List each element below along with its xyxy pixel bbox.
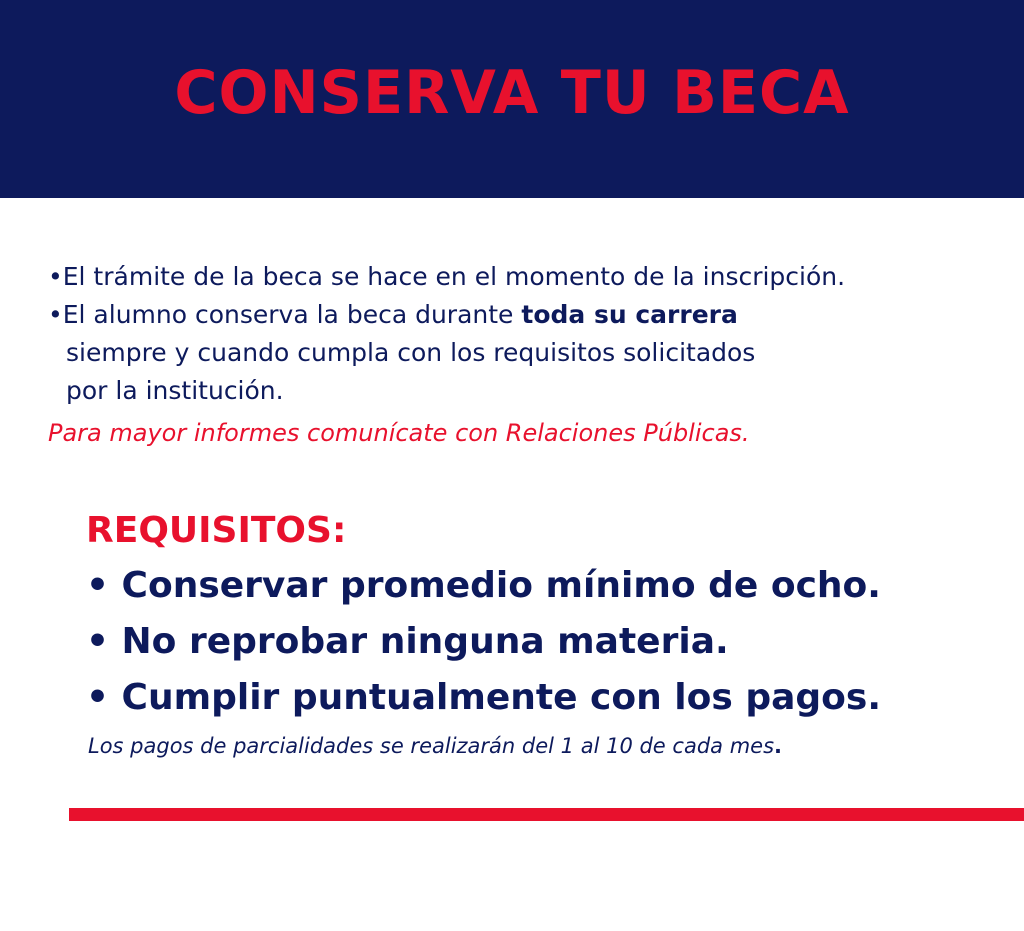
header-banner	[0, 0, 1024, 198]
info-line-2	[48, 296, 1008, 334]
info-line-2-emphasis: toda su carrera	[521, 300, 738, 329]
contact-note: Para mayor informes comunícate con Relaciones Públicas.	[48, 419, 750, 447]
payment-footnote-period: .	[774, 734, 782, 758]
requirement-item: • Cumplir puntualmente con los pagos.	[86, 677, 881, 718]
bottom-divider	[69, 808, 1024, 821]
requirement-item: • No reprobar ninguna materia.	[86, 621, 729, 662]
info-line-1: •El trámite de la beca se hace en el momento de la inscripción.	[48, 262, 846, 291]
payment-footnote	[88, 730, 1008, 762]
info-block	[48, 258, 1008, 410]
requirements-title: REQUISITOS:	[86, 510, 347, 551]
info-line-4: por la institución.	[66, 376, 284, 405]
page-title: CONSERVA TU BECA	[174, 58, 850, 128]
info-line-2-text: •El alumno conserva la beca durante	[48, 300, 522, 329]
requirements-list	[86, 558, 1006, 726]
requirement-item: • Conservar promedio mínimo de ocho.	[86, 565, 881, 606]
payment-footnote-text: Los pagos de parcialidades se realizarán del 1 al 10 de cada mes	[88, 734, 775, 758]
info-line-3: siempre y cuando cumpla con los requisitos solicitados	[66, 338, 756, 367]
